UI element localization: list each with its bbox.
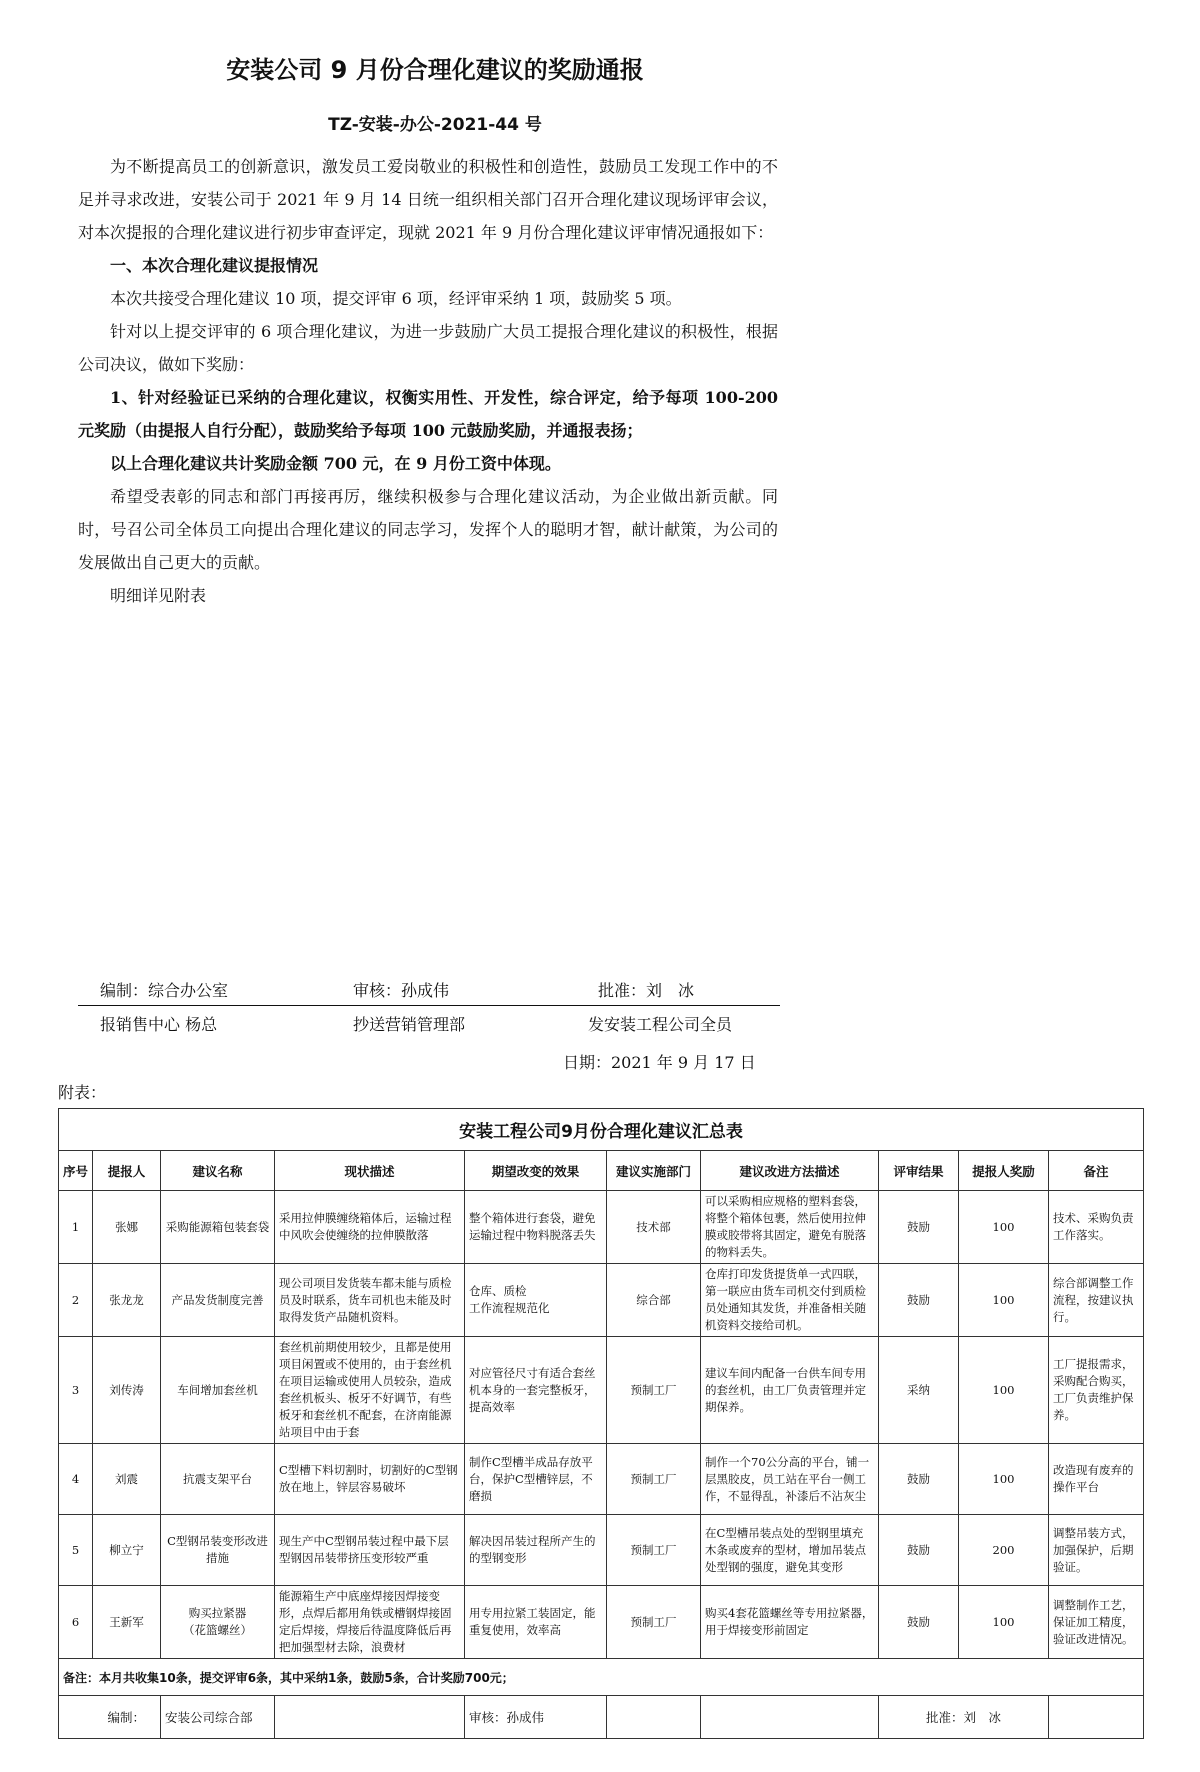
footer-prepared-value: 安装公司综合部: [161, 1696, 275, 1739]
col-header: 现状描述: [275, 1151, 465, 1191]
implementing-dept-cell: 预制工厂: [607, 1515, 701, 1586]
reward-amount-cell: 200: [959, 1515, 1049, 1586]
current-status-cell: C型槽下料切割时，切割好的C型钢放在地上，锌层容易破坏: [275, 1444, 465, 1515]
expected-effect-cell: 制作C型槽半成品存放平台，保护C型槽锌层，不磨损: [465, 1444, 607, 1515]
appendix-label: 附表：: [58, 1083, 107, 1102]
expected-effect-cell: 用专用拉紧工装固定，能重复使用，效率高: [465, 1586, 607, 1659]
reward-rule: 1、针对经验证已采纳的合理化建议，权衡实用性、开发性，综合评定，给予每项 100-200 元奖励（由提报人自行分配），鼓励奖给予每项 100 元鼓励奖励，并通报表扬；: [78, 388, 778, 440]
col-header: 建议改进方法描述: [701, 1151, 879, 1191]
submitter-cell: 王新军: [93, 1586, 161, 1659]
table-note: 备注：本月共收集10条，提交评审6条，其中采纳1条，鼓励5条，合计奖励700元；: [59, 1659, 1144, 1696]
implementing-dept-cell: 预制工厂: [607, 1444, 701, 1515]
current-status-cell: 套丝机前期使用较少，且都是使用项目闲置或不使用的，由于套丝机在项目运输或使用人员较杂，造成套丝机板头、板牙不好调节，有些板牙和套丝机不配套，在济南能源站项目中由于套: [275, 1337, 465, 1444]
col-header: 序号: [59, 1151, 93, 1191]
col-header: 评审结果: [879, 1151, 959, 1191]
expected-effect-cell: 解决因吊装过程所产生的的型钢变形: [465, 1515, 607, 1586]
intro-paragraph: 为不断提高员工的创新意识，激发员工爱岗敬业的积极性和创造性，鼓励员工发现工作中的不足并寻求改进，安装公司于 2021 年 9 月 14 日统一组织相关部门召开合理化建议现场评审会议，对本次提报的合理化建议进行初步审查评定，现就 2021 年 9 月份合理化建议评审情况通报如下：: [78, 157, 778, 242]
expected-effect-cell: 仓库、质检 工作流程规范化: [465, 1264, 607, 1337]
suggestion-name-cell: C型钢吊装变形改进措施: [161, 1515, 275, 1586]
reward-intro: 针对以上提交评审的 6 项合理化建议，为进一步鼓励广大员工提报合理化建议的积极性，根据公司决议，做如下奖励：: [78, 322, 778, 374]
summary-table: [58, 1108, 1144, 1739]
reward-amount-cell: 100: [959, 1337, 1049, 1444]
remark-cell: 综合部调整工作流程，按建议执行。: [1049, 1264, 1144, 1337]
col-header: 期望改变的效果: [465, 1151, 607, 1191]
remark-cell: 工厂提报需求，采购配合购买，工厂负责维护保养。: [1049, 1337, 1144, 1444]
improvement-method-cell: 在C型槽吊装点处的型钢里填充木条或废弃的型材，增加吊装点处型钢的强度，避免其变形: [701, 1515, 879, 1586]
reward-amount-cell: 100: [959, 1191, 1049, 1264]
table-row: [59, 1264, 1144, 1337]
submitter-cell: 张龙龙: [93, 1264, 161, 1337]
col-header: 建议实施部门: [607, 1151, 701, 1191]
remark-cell: 技术、采购负责工作落实。: [1049, 1191, 1144, 1264]
suggestion-name-cell: 产品发货制度完善: [161, 1264, 275, 1337]
row-number-cell: 6: [59, 1586, 93, 1659]
distribute-to: 发安装工程公司全员: [588, 1015, 733, 1034]
review-result-cell: 鼓励: [879, 1264, 959, 1337]
review-result-cell: 鼓励: [879, 1515, 959, 1586]
signature-divider: [78, 1005, 780, 1006]
review-result-cell: 采纳: [879, 1337, 959, 1444]
row-number-cell: 5: [59, 1515, 93, 1586]
implementing-dept-cell: 预制工厂: [607, 1337, 701, 1444]
row-number-cell: 2: [59, 1264, 93, 1337]
row-number-cell: 4: [59, 1444, 93, 1515]
reward-amount-cell: 100: [959, 1264, 1049, 1337]
improvement-method-cell: 可以采购相应规格的塑料套袋，将整个箱体包裹，然后使用拉伸膜或胶带将其固定，避免有脱落的物料丢失。: [701, 1191, 879, 1264]
expected-effect-cell: 对应管径尺寸有适合套丝机本身的一套完整板牙，提高效率: [465, 1337, 607, 1444]
table-body: [59, 1191, 1144, 1659]
table-row: [59, 1337, 1144, 1444]
submitter-cell: 柳立宁: [93, 1515, 161, 1586]
table-footer-row: [59, 1696, 1144, 1739]
col-header: 建议名称: [161, 1151, 275, 1191]
expected-effect-cell: 整个箱体进行套袋，避免运输过程中物料脱落丢失: [465, 1191, 607, 1264]
submitter-cell: 刘震: [93, 1444, 161, 1515]
closing-paragraph: 希望受表彰的同志和部门再接再厉，继续积极参与合理化建议活动，为企业做出新贡献。同时，号召公司全体员工向提出合理化建议的同志学习，发挥个人的聪明才智，献计献策，为公司的发展做出自己更大的贡献。: [78, 487, 778, 572]
remark-cell: 调整吊装方式，加强保护，后期验证。: [1049, 1515, 1144, 1586]
section-heading: 一、本次合理化建议提报情况: [110, 256, 319, 275]
document-title: 安装公司 9 月份合理化建议的奖励通报: [226, 56, 644, 84]
document-body: [78, 150, 778, 612]
remark-cell: 调整制作工艺，保证加工精度，验证改进情况。: [1049, 1586, 1144, 1659]
report-to: 报销售中心 杨总: [100, 1015, 218, 1034]
suggestion-name-cell: 购买拉紧器 （花篮螺丝）: [161, 1586, 275, 1659]
improvement-method-cell: 制作一个70公分高的平台，铺一层黑胶皮，员工站在平台一侧工作，不显得乱，补漆后不沾灰尘: [701, 1444, 879, 1515]
table-row: [59, 1444, 1144, 1515]
summary-table-container: [58, 1108, 1143, 1739]
current-status-cell: 现生产中C型钢吊装过程中最下层型钢因吊装带挤压变形较严重: [275, 1515, 465, 1586]
current-status-cell: 能源箱生产中底座焊接因焊接变形，点焊后都用角铁或槽钢焊接固定后焊接，焊接后待温度降低后再把加强型材去除，浪费材: [275, 1586, 465, 1659]
submitter-cell: 刘传涛: [93, 1337, 161, 1444]
current-status-cell: 现公司项目发货装车都未能与质检员及时联系，货车司机也未能及时取得发货产品随机资料。: [275, 1264, 465, 1337]
suggestion-name-cell: 采购能源箱包装套袋: [161, 1191, 275, 1264]
submitter-cell: 张娜: [93, 1191, 161, 1264]
implementing-dept-cell: 综合部: [607, 1264, 701, 1337]
table-caption: 安装工程公司9月份合理化建议汇总表: [59, 1109, 1144, 1151]
reviewed-by: 审核：孙成伟: [353, 981, 450, 1000]
implementing-dept-cell: 预制工厂: [607, 1586, 701, 1659]
prepared-by: 编制：综合办公室: [100, 981, 229, 1000]
review-result-cell: 鼓励: [879, 1586, 959, 1659]
footer-prepared-label: 编制：: [93, 1696, 161, 1739]
improvement-method-cell: 仓库打印发货提货单一式四联，第一联应由货车司机交付到质检员处通知其发货，并准备相关随机资料交接给司机。: [701, 1264, 879, 1337]
reward-amount-cell: 100: [959, 1444, 1049, 1515]
review-result-cell: 鼓励: [879, 1444, 959, 1515]
submission-summary: 本次共接受合理化建议 10 项，提交评审 6 项，经评审采纳 1 项，鼓励奖 5 项。: [110, 289, 682, 308]
row-number-cell: 3: [59, 1337, 93, 1444]
improvement-method-cell: 建议车间内配备一台供车间专用的套丝机，由工厂负责管理并定期保养。: [701, 1337, 879, 1444]
reward-total: 以上合理化建议共计奖励金额 700 元，在 9 月份工资中体现。: [110, 454, 561, 473]
implementing-dept-cell: 技术部: [607, 1191, 701, 1264]
review-result-cell: 鼓励: [879, 1191, 959, 1264]
col-header: 提报人: [93, 1151, 161, 1191]
suggestion-name-cell: 抗震支架平台: [161, 1444, 275, 1515]
document-number: TZ-安装-办公-2021-44 号: [328, 115, 542, 135]
cc-to: 抄送营销管理部: [353, 1015, 466, 1034]
footer-reviewed: 审核：孙成伟: [465, 1696, 607, 1739]
table-header-row: [59, 1151, 1144, 1191]
col-header: 提报人奖励: [959, 1151, 1049, 1191]
current-status-cell: 采用拉伸膜缠绕箱体后，运输过程中风吹会使缠绕的拉伸膜散落: [275, 1191, 465, 1264]
see-attached: 明细详见附表: [110, 586, 207, 605]
table-row: [59, 1515, 1144, 1586]
row-number-cell: 1: [59, 1191, 93, 1264]
suggestion-name-cell: 车间增加套丝机: [161, 1337, 275, 1444]
table-row: [59, 1191, 1144, 1264]
reward-amount-cell: 100: [959, 1586, 1049, 1659]
remark-cell: 改造现有废弃的操作平台: [1049, 1444, 1144, 1515]
footer-approved: 批准：刘 冰: [879, 1696, 1049, 1739]
table-row: [59, 1586, 1144, 1659]
col-header: 备注: [1049, 1151, 1144, 1191]
improvement-method-cell: 购买4套花篮螺丝等专用拉紧器，用于焊接变形前固定: [701, 1586, 879, 1659]
approved-by: 批准：刘 冰: [598, 981, 695, 1000]
issue-date: 日期：2021 年 9 月 17 日: [563, 1053, 756, 1072]
